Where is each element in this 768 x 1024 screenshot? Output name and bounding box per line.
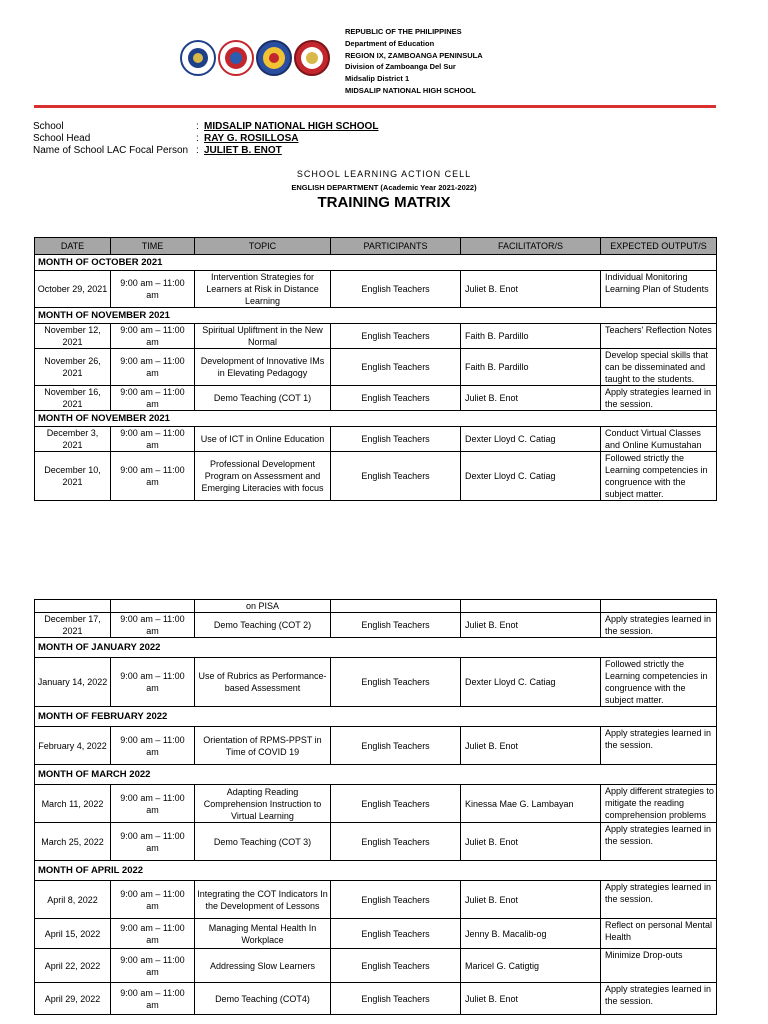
month-label: MONTH OF MARCH 2022 bbox=[35, 765, 717, 785]
month-label: MONTH OF FEBRUARY 2022 bbox=[35, 707, 717, 727]
cell-participants: English Teachers bbox=[331, 881, 461, 919]
table-row bbox=[35, 823, 717, 861]
cell-output: Apply strategies learned in the session. bbox=[601, 727, 717, 765]
cell-facilitator: Juliet B. Enot bbox=[461, 881, 601, 919]
cell-output: Apply strategies learned in the session. bbox=[601, 823, 717, 861]
column-header-participants: PARTICIPANTS bbox=[331, 238, 461, 255]
cell-time: 9:00 am – 11:00 am bbox=[111, 919, 195, 949]
cell-output: Apply strategies learned in the session. bbox=[601, 881, 717, 919]
cell-facilitator: Juliet B. Enot bbox=[461, 271, 601, 308]
cell-facilitator: Juliet B. Enot bbox=[461, 727, 601, 765]
table-row bbox=[35, 324, 717, 349]
cell-date: November 12, 2021 bbox=[35, 324, 111, 349]
cell-participants: English Teachers bbox=[331, 349, 461, 386]
cell-participants: English Teachers bbox=[331, 613, 461, 638]
month-row bbox=[35, 707, 717, 727]
cell-participants: English Teachers bbox=[331, 324, 461, 349]
cell-facilitator bbox=[461, 600, 601, 613]
cell-facilitator: Jenny B. Macalib-og bbox=[461, 919, 601, 949]
cell-output: Followed strictly the Learning competencies in congruence with the subject matter. bbox=[601, 452, 717, 501]
table-row bbox=[35, 349, 717, 386]
header-line: REPUBLIC OF THE PHILIPPINES bbox=[345, 27, 462, 36]
deped-seal-icon bbox=[180, 40, 216, 76]
cell-time: 9:00 am – 11:00 am bbox=[111, 727, 195, 765]
info-separator: : bbox=[196, 133, 199, 144]
info-labels bbox=[33, 121, 188, 157]
cell-facilitator: Faith B. Pardillo bbox=[461, 324, 601, 349]
cell-time: 9:00 am – 11:00 am bbox=[111, 452, 195, 501]
header-line: Division of Zamboanga Del Sur bbox=[345, 62, 456, 72]
cell-participants: English Teachers bbox=[331, 823, 461, 861]
cell-topic: Professional Development Program on Assessment and Emerging Literacies with focus bbox=[195, 452, 331, 501]
cell-topic: Demo Teaching (COT 1) bbox=[195, 386, 331, 411]
cell-time bbox=[111, 600, 195, 613]
cell-facilitator: Dexter Lloyd C. Catiag bbox=[461, 658, 601, 707]
cell-output: Apply strategies learned in the session. bbox=[601, 386, 717, 411]
cell-topic: Demo Teaching (COT 2) bbox=[195, 613, 331, 638]
info-label-focal: Name of School LAC Focal Person bbox=[33, 145, 189, 156]
cell-time: 9:00 am – 11:00 am bbox=[111, 658, 195, 707]
month-label: MONTH OF NOVEMBER 2021 bbox=[35, 308, 717, 324]
month-row bbox=[35, 411, 717, 427]
cell-facilitator: Juliet B. Enot bbox=[461, 613, 601, 638]
cell-topic: Demo Teaching (COT 3) bbox=[195, 823, 331, 861]
cell-date: April 15, 2022 bbox=[35, 919, 111, 949]
cell-topic: Demo Teaching (COT4) bbox=[195, 983, 331, 1015]
cell-facilitator: Faith B. Pardillo bbox=[461, 349, 601, 386]
cell-participants: English Teachers bbox=[331, 452, 461, 501]
header-line: Department of Education bbox=[345, 38, 435, 48]
column-header-time: TIME bbox=[111, 238, 195, 255]
table-row bbox=[35, 600, 717, 613]
cell-facilitator: Juliet B. Enot bbox=[461, 386, 601, 411]
division-seal-icon bbox=[256, 40, 292, 76]
cell-participants: English Teachers bbox=[331, 427, 461, 452]
table-row bbox=[35, 881, 717, 919]
cell-date: April 29, 2022 bbox=[35, 983, 111, 1015]
cell-time: 9:00 am – 11:00 am bbox=[111, 785, 195, 823]
cell-date: March 11, 2022 bbox=[35, 785, 111, 823]
cell-topic: Adapting Reading Comprehension Instruction to Virtual Learning bbox=[195, 785, 331, 823]
training-matrix-table bbox=[34, 237, 717, 501]
cell-topic: Use of Rubrics as Performance-based Assessment bbox=[195, 658, 331, 707]
matrix-title: TRAINING MATRIX bbox=[317, 194, 451, 211]
cell-participants: English Teachers bbox=[331, 919, 461, 949]
cell-output: Apply different strategies to mitigate the reading comprehension problems bbox=[601, 785, 717, 823]
header-line: MIDSALIP NATIONAL HIGH SCHOOL bbox=[345, 85, 476, 95]
department-subtitle: ENGLISH DEPARTMENT (Academic Year 2021-2022) bbox=[291, 183, 477, 192]
column-header-topic: TOPIC bbox=[195, 238, 331, 255]
cell-topic: Managing Mental Health In Workplace bbox=[195, 919, 331, 949]
training-matrix-table-continued bbox=[34, 599, 717, 1015]
column-header-outputs: EXPECTED OUTPUT/S bbox=[601, 238, 717, 255]
cell-topic: Orientation of RPMS-PPST in Time of COVID 19 bbox=[195, 727, 331, 765]
info-value-focal: JULIET B. ENOT bbox=[204, 145, 282, 156]
cell-participants: English Teachers bbox=[331, 983, 461, 1015]
cell-output: Teachers' Reflection Notes bbox=[601, 324, 717, 349]
header-text bbox=[345, 26, 483, 97]
cell-topic: Addressing Slow Learners bbox=[195, 949, 331, 983]
cell-output: Apply strategies learned in the session. bbox=[601, 983, 717, 1015]
info-separators bbox=[196, 121, 199, 157]
month-row bbox=[35, 308, 717, 324]
cell-time: 9:00 am – 11:00 am bbox=[111, 983, 195, 1015]
month-label: MONTH OF APRIL 2022 bbox=[35, 861, 717, 881]
cell-topic: Development of Innovative IMs in Elevating Pedagogy bbox=[195, 349, 331, 386]
cell-time: 9:00 am – 11:00 am bbox=[111, 349, 195, 386]
cell-time: 9:00 am – 11:00 am bbox=[111, 427, 195, 452]
info-label-school: School bbox=[33, 121, 64, 132]
cell-time: 9:00 am – 11:00 am bbox=[111, 324, 195, 349]
cell-topic: Spiritual Upliftment in the New Normal bbox=[195, 324, 331, 349]
header-divider bbox=[34, 105, 716, 108]
month-row bbox=[35, 638, 717, 658]
cell-output: Followed strictly the Learning competencies in congruence with the subject matter. bbox=[601, 658, 717, 707]
header-line: Midsalip District 1 bbox=[345, 74, 410, 84]
cell-facilitator: Juliet B. Enot bbox=[461, 823, 601, 861]
cell-participants: English Teachers bbox=[331, 386, 461, 411]
month-label: MONTH OF OCTOBER 2021 bbox=[35, 255, 717, 271]
table-row bbox=[35, 452, 717, 501]
info-value-school: MIDSALIP NATIONAL HIGH SCHOOL bbox=[204, 121, 379, 132]
cell-date: February 4, 2022 bbox=[35, 727, 111, 765]
table-row bbox=[35, 983, 717, 1015]
cell-participants: English Teachers bbox=[331, 658, 461, 707]
month-label: MONTH OF JANUARY 2022 bbox=[35, 638, 717, 658]
month-label: MONTH OF NOVEMBER 2021 bbox=[35, 411, 717, 427]
cell-output: Conduct Virtual Classes and Online Kumustahan bbox=[601, 427, 717, 452]
cell-participants: English Teachers bbox=[331, 271, 461, 308]
table-row bbox=[35, 949, 717, 983]
table-row bbox=[35, 386, 717, 411]
info-value-head: RAY G. ROSILLOSA bbox=[204, 133, 299, 144]
cell-topic: on PISA bbox=[195, 600, 331, 613]
info-separator: : bbox=[196, 145, 199, 156]
cell-topic: Use of ICT in Online Education bbox=[195, 427, 331, 452]
table-header-row bbox=[35, 238, 717, 255]
cell-date: December 17, 2021 bbox=[35, 613, 111, 638]
cell-participants: English Teachers bbox=[331, 949, 461, 983]
table-row bbox=[35, 613, 717, 638]
cell-date: March 25, 2022 bbox=[35, 823, 111, 861]
table-row bbox=[35, 658, 717, 707]
cell-date: December 3, 2021 bbox=[35, 427, 111, 452]
cell-time: 9:00 am – 11:00 am bbox=[111, 613, 195, 638]
lac-title: SCHOOL LEARNING ACTION CELL bbox=[296, 169, 472, 179]
column-header-date: DATE bbox=[35, 238, 111, 255]
column-header-facilitators: FACILITATOR/S bbox=[461, 238, 601, 255]
cell-participants: English Teachers bbox=[331, 727, 461, 765]
cell-output: Apply strategies learned in the session. bbox=[601, 613, 717, 638]
cell-topic: Intervention Strategies for Learners at Risk in Distance Learning bbox=[195, 271, 331, 308]
cell-output: Individual Monitoring Learning Plan of Students bbox=[601, 271, 717, 308]
cell-date: April 22, 2022 bbox=[35, 949, 111, 983]
cell-time: 9:00 am – 11:00 am bbox=[111, 949, 195, 983]
cell-time: 9:00 am – 11:00 am bbox=[111, 271, 195, 308]
cell-date: January 14, 2022 bbox=[35, 658, 111, 707]
cell-output: Reflect on personal Mental Health bbox=[601, 919, 717, 949]
cell-date: November 26, 2021 bbox=[35, 349, 111, 386]
header-logos bbox=[180, 40, 332, 84]
table-row bbox=[35, 785, 717, 823]
cell-topic: Integrating the COT Indicators In the Development of Lessons bbox=[195, 881, 331, 919]
cell-date: October 29, 2021 bbox=[35, 271, 111, 308]
cell-output bbox=[601, 600, 717, 613]
header-line: REGION IX, ZAMBOANGA PENINSULA bbox=[345, 50, 483, 60]
month-row bbox=[35, 255, 717, 271]
region-seal-icon bbox=[218, 40, 254, 76]
info-label-head: School Head bbox=[33, 133, 91, 144]
cell-time: 9:00 am – 11:00 am bbox=[111, 823, 195, 861]
cell-date: December 10, 2021 bbox=[35, 452, 111, 501]
cell-facilitator: Maricel G. Catigtig bbox=[461, 949, 601, 983]
cell-facilitator: Kinessa Mae G. Lambayan bbox=[461, 785, 601, 823]
info-values bbox=[204, 121, 378, 157]
table-row bbox=[35, 271, 717, 308]
month-row bbox=[35, 765, 717, 785]
cell-participants: English Teachers bbox=[331, 785, 461, 823]
cell-date: April 8, 2022 bbox=[35, 881, 111, 919]
cell-participants bbox=[331, 600, 461, 613]
cell-time: 9:00 am – 11:00 am bbox=[111, 881, 195, 919]
cell-time: 9:00 am – 11:00 am bbox=[111, 386, 195, 411]
cell-facilitator: Dexter Lloyd C. Catiag bbox=[461, 427, 601, 452]
cell-facilitator: Dexter Lloyd C. Catiag bbox=[461, 452, 601, 501]
cell-facilitator: Juliet B. Enot bbox=[461, 983, 601, 1015]
table-row bbox=[35, 919, 717, 949]
cell-output: Minimize Drop-outs bbox=[601, 949, 717, 983]
cell-output: Develop special skills that can be disseminated and taught to the students. bbox=[601, 349, 717, 386]
table-row bbox=[35, 727, 717, 765]
table-body bbox=[35, 600, 717, 1015]
school-seal-icon bbox=[294, 40, 330, 76]
cell-date: November 16, 2021 bbox=[35, 386, 111, 411]
table-row bbox=[35, 427, 717, 452]
table-body bbox=[35, 255, 717, 501]
month-row bbox=[35, 861, 717, 881]
info-separator: : bbox=[196, 121, 199, 132]
cell-date bbox=[35, 600, 111, 613]
